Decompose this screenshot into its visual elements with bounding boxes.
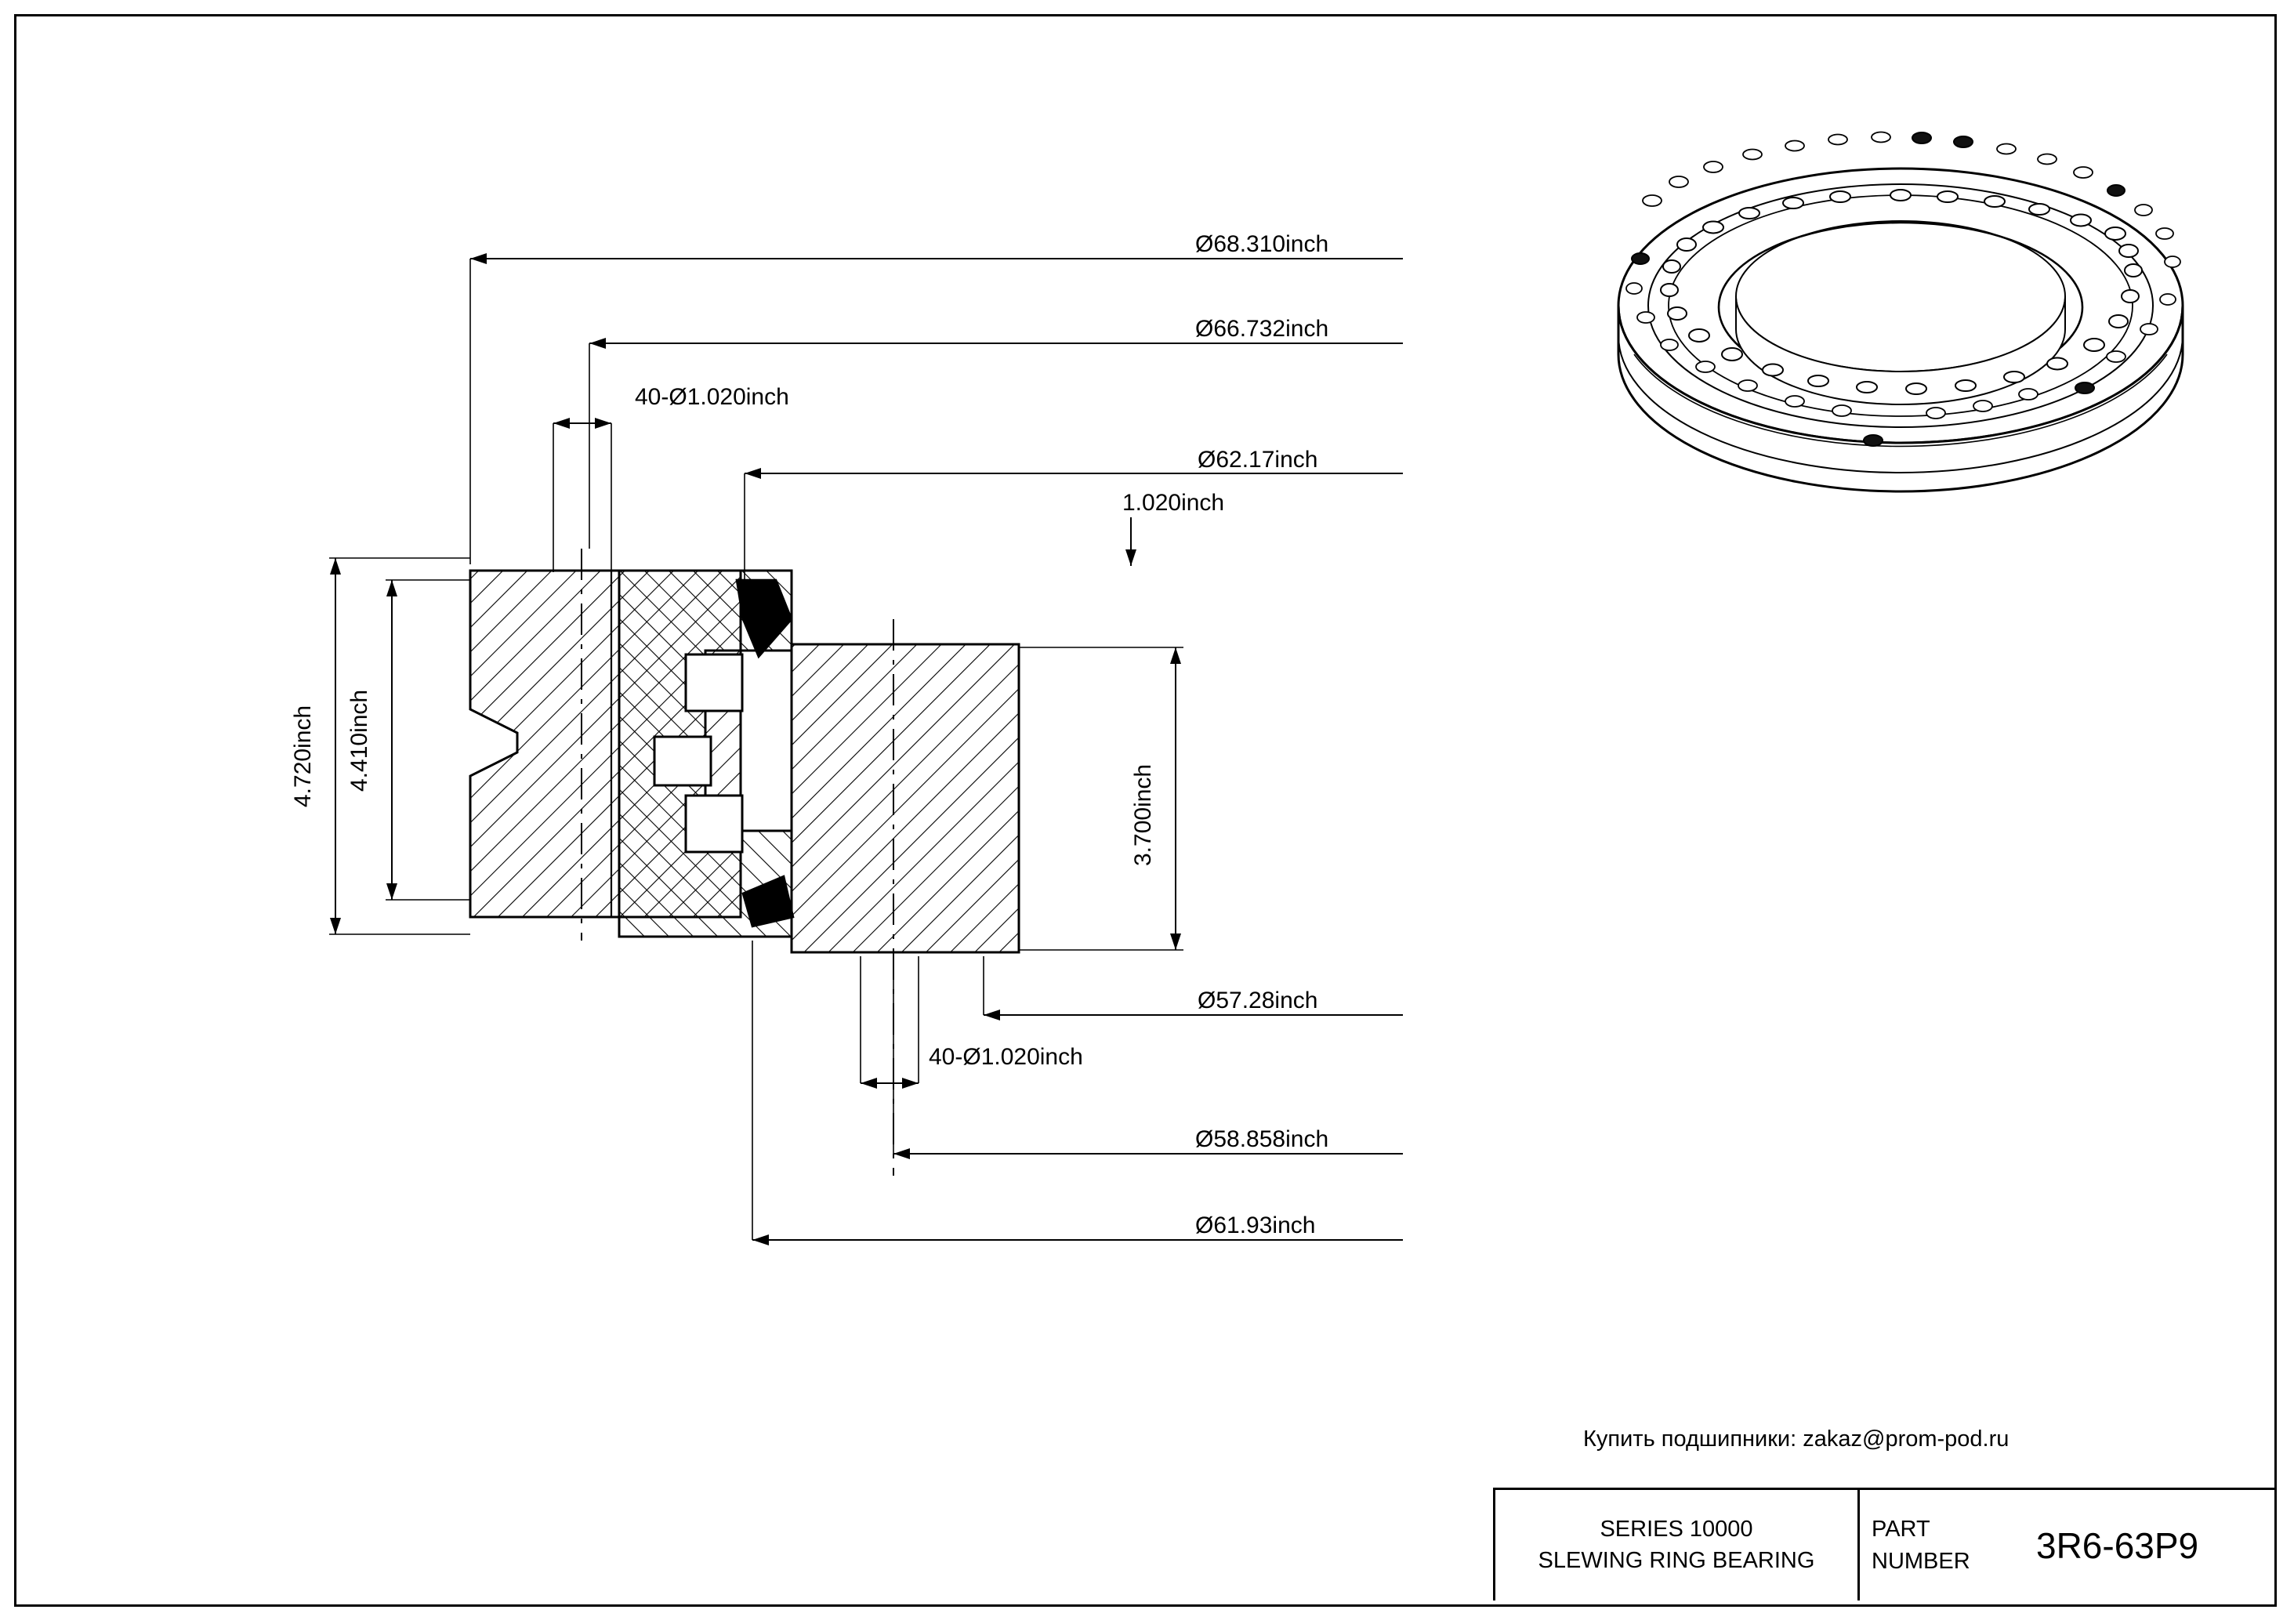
isometric-bearing-view	[1618, 132, 2183, 492]
dim-top-bolt-holes: 40-Ø1.020inch	[635, 384, 789, 410]
dim-overall-height: 4.720inch	[290, 705, 316, 807]
dim-outer-bolt-circle: Ø66.732inch	[1195, 316, 1329, 342]
dim-bottom-bolt-holes: 40-Ø1.020inch	[929, 1044, 1083, 1070]
title-block-series	[1495, 1490, 1860, 1600]
title-block-part-number	[2036, 1490, 2276, 1600]
series-line-2: SLEWING RING BEARING	[1538, 1547, 1815, 1573]
dim-inner-ring-height: 3.700inch	[1130, 763, 1156, 866]
promo-text: Купить подшипники: zakaz@prom-pod.ru	[1583, 1426, 2010, 1452]
title-block	[1493, 1488, 2277, 1600]
dim-top-thickness: 1.020inch	[1122, 490, 1225, 516]
dim-outer-diameter: Ø68.310inch	[1195, 231, 1329, 257]
part-label-line-1: PART	[1872, 1516, 1930, 1542]
dim-inner-diameter: Ø61.93inch	[1195, 1213, 1316, 1238]
dim-inner-bolt-circle: Ø58.858inch	[1195, 1126, 1329, 1152]
part-label-line-2: NUMBER	[1872, 1548, 1970, 1574]
dim-outer-race-diameter: Ø62.17inch	[1198, 447, 1318, 473]
series-line-1: SERIES 10000	[1600, 1517, 1753, 1542]
dim-inner-height: 4.410inch	[346, 689, 372, 792]
title-block-part-label	[1862, 1490, 2031, 1600]
dim-inner-race-diameter: Ø57.28inch	[1198, 988, 1318, 1013]
part-number-value: 3R6-63P9	[2036, 1524, 2199, 1566]
